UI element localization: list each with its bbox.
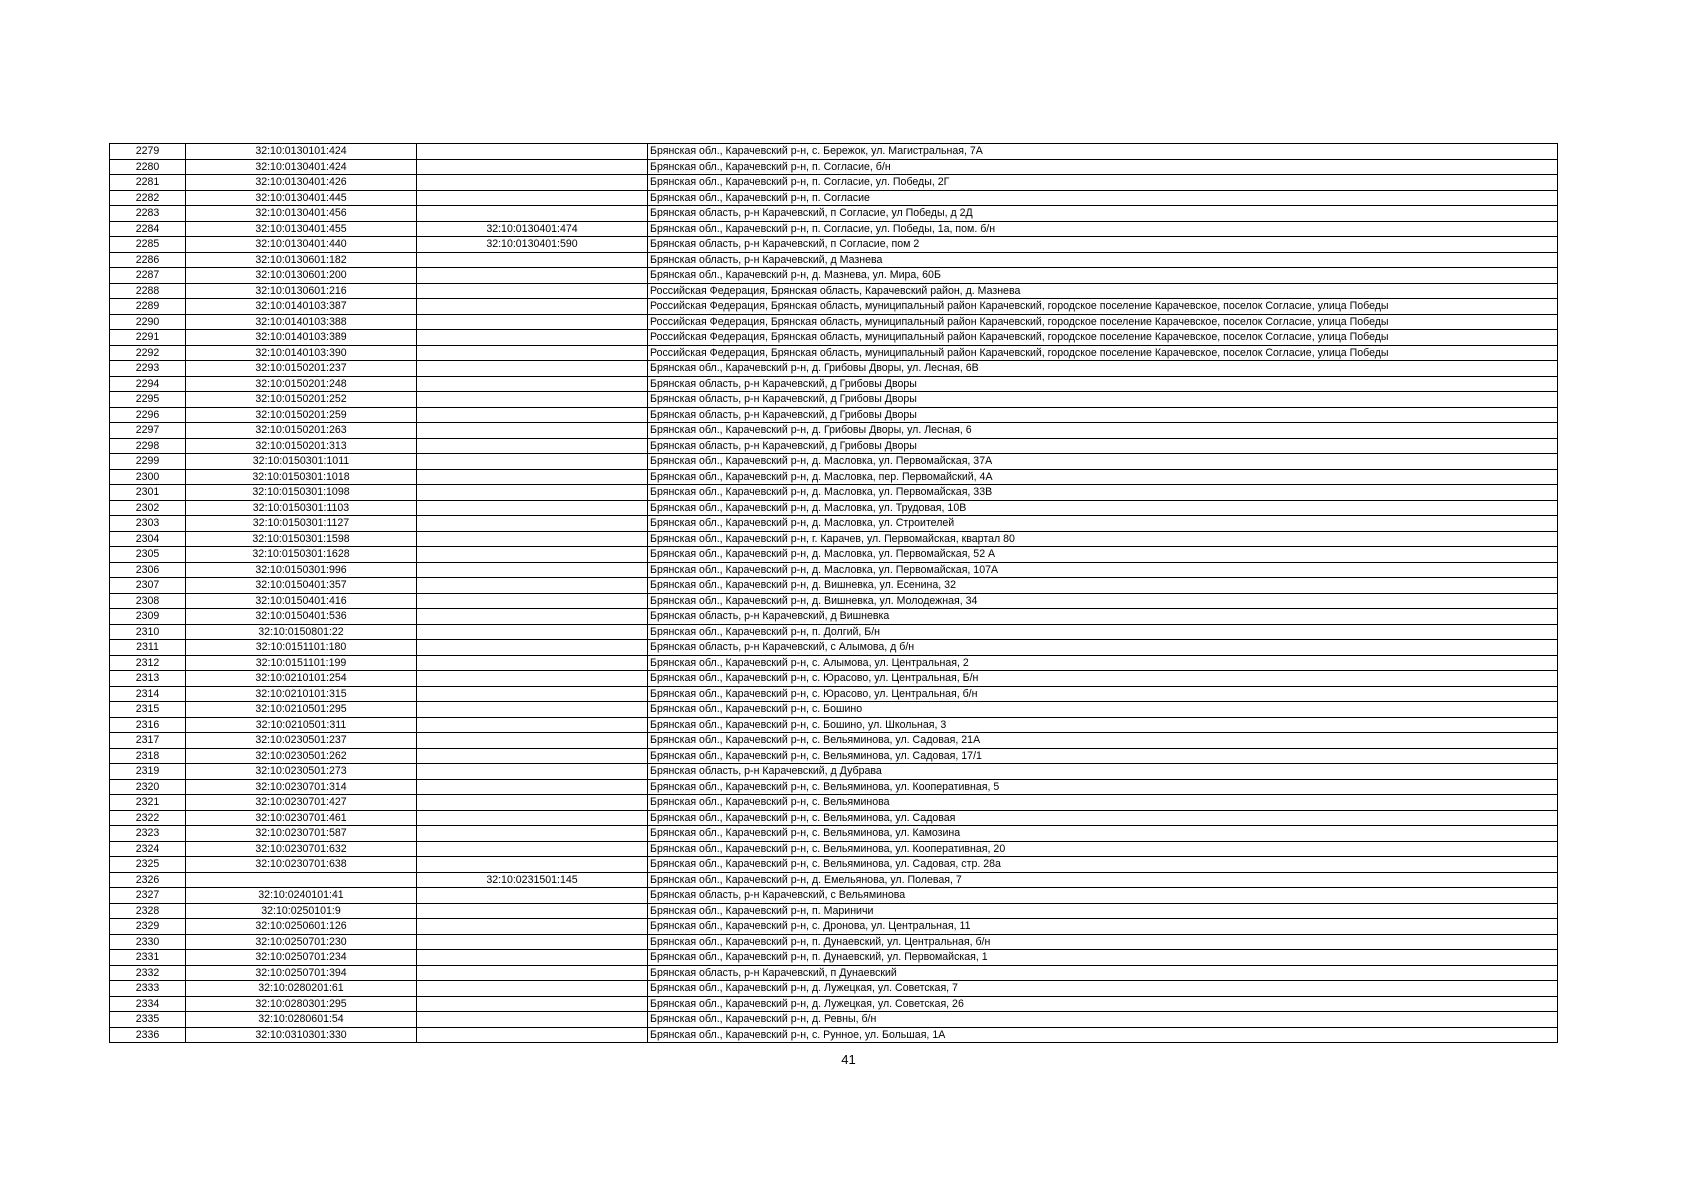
related-cadastral-number-cell (417, 469, 648, 485)
address-cell: Российская Федерация, Брянская область, Карачевский район, д. Мазнева (648, 283, 1558, 299)
related-cadastral-number-cell (417, 996, 648, 1012)
row-number-cell: 2321 (110, 795, 186, 811)
table-row (110, 1027, 1558, 1043)
table-row (110, 965, 1558, 981)
related-cadastral-number-cell (417, 252, 648, 268)
related-cadastral-number-cell (417, 314, 648, 330)
related-cadastral-number-cell (417, 330, 648, 346)
row-number-cell: 2301 (110, 485, 186, 501)
address-cell: Брянская обл., Карачевский р-н, с. Дронова, ул. Центральная, 11 (648, 919, 1558, 935)
cadastral-number-cell: 32:10:0250701:394 (186, 965, 417, 981)
table-row (110, 748, 1558, 764)
related-cadastral-number-cell (417, 593, 648, 609)
table-row (110, 500, 1558, 516)
related-cadastral-number-cell (417, 717, 648, 733)
cadastral-number-cell: 32:10:0230701:632 (186, 841, 417, 857)
related-cadastral-number-cell (417, 361, 648, 377)
cadastral-number-cell: 32:10:0230501:237 (186, 733, 417, 749)
related-cadastral-number-cell (417, 423, 648, 439)
address-cell: Брянская обл., Карачевский р-н, д. Грибовы Дворы, ул. Лесная, 6 (648, 423, 1558, 439)
table-row (110, 190, 1558, 206)
table-row (110, 237, 1558, 253)
related-cadastral-number-cell (417, 764, 648, 780)
cadastral-number-cell: 32:10:0150301:996 (186, 562, 417, 578)
table-row (110, 531, 1558, 547)
address-cell: Брянская обл., Карачевский р-н, д. Лужецкая, ул. Советская, 7 (648, 981, 1558, 997)
cadastral-number-cell: 32:10:0130101:424 (186, 144, 417, 160)
row-number-cell: 2328 (110, 903, 186, 919)
table-row (110, 454, 1558, 470)
row-number-cell: 2295 (110, 392, 186, 408)
related-cadastral-number-cell (417, 1027, 648, 1043)
table-row (110, 857, 1558, 873)
row-number-cell: 2309 (110, 609, 186, 625)
related-cadastral-number-cell (417, 888, 648, 904)
table-row (110, 671, 1558, 687)
cadastral-number-cell: 32:10:0130401:455 (186, 221, 417, 237)
related-cadastral-number-cell: 32:10:0130401:590 (417, 237, 648, 253)
register-table-body (110, 144, 1558, 1043)
row-number-cell: 2312 (110, 655, 186, 671)
address-cell: Брянская обл., Карачевский р-н, д. Вишневка, ул. Есенина, 32 (648, 578, 1558, 594)
cadastral-number-cell: 32:10:0130601:182 (186, 252, 417, 268)
row-number-cell: 2305 (110, 547, 186, 563)
address-cell: Брянская обл., Карачевский р-н, с. Вельяминова, ул. Садовая, 21А (648, 733, 1558, 749)
cadastral-number-cell: 32:10:0150301:1598 (186, 531, 417, 547)
related-cadastral-number-cell (417, 516, 648, 532)
related-cadastral-number-cell (417, 950, 648, 966)
cadastral-number-cell: 32:10:0130401:445 (186, 190, 417, 206)
row-number-cell: 2282 (110, 190, 186, 206)
cadastral-number-cell: 32:10:0280601:54 (186, 1012, 417, 1028)
table-row (110, 686, 1558, 702)
table-row (110, 469, 1558, 485)
related-cadastral-number-cell (417, 857, 648, 873)
row-number-cell: 2326 (110, 872, 186, 888)
address-cell: Брянская обл., Карачевский р-н, с. Юрасово, ул. Центральная, Б/н (648, 671, 1558, 687)
address-cell: Брянская обл., Карачевский р-н, п. Дунаевский, ул. Центральная, б/н (648, 934, 1558, 950)
related-cadastral-number-cell (417, 702, 648, 718)
cadastral-number-cell: 32:10:0250701:234 (186, 950, 417, 966)
table-row (110, 392, 1558, 408)
cadastral-number-cell: 32:10:0210101:254 (186, 671, 417, 687)
cadastral-number-cell: 32:10:0210101:315 (186, 686, 417, 702)
cadastral-number-cell: 32:10:0250701:230 (186, 934, 417, 950)
related-cadastral-number-cell (417, 779, 648, 795)
address-cell: Брянская обл., Карачевский р-н, д. Лужецкая, ул. Советская, 26 (648, 996, 1558, 1012)
related-cadastral-number-cell (417, 981, 648, 997)
related-cadastral-number-cell (417, 500, 648, 516)
cadastral-number-cell: 32:10:0230701:427 (186, 795, 417, 811)
cadastral-number-cell: 32:10:0150201:252 (186, 392, 417, 408)
row-number-cell: 2318 (110, 748, 186, 764)
row-number-cell: 2291 (110, 330, 186, 346)
table-row (110, 361, 1558, 377)
cadastral-number-cell: 32:10:0280301:295 (186, 996, 417, 1012)
row-number-cell: 2292 (110, 345, 186, 361)
table-row (110, 206, 1558, 222)
row-number-cell: 2296 (110, 407, 186, 423)
row-number-cell: 2298 (110, 438, 186, 454)
table-row (110, 593, 1558, 609)
cadastral-number-cell: 32:10:0230701:587 (186, 826, 417, 842)
related-cadastral-number-cell (417, 175, 648, 191)
related-cadastral-number-cell: 32:10:0130401:474 (417, 221, 648, 237)
row-number-cell: 2327 (110, 888, 186, 904)
address-cell: Брянская область, р-н Карачевский, с Алымова, д б/н (648, 640, 1558, 656)
cadastral-number-cell: 32:10:0280201:61 (186, 981, 417, 997)
related-cadastral-number-cell (417, 268, 648, 284)
related-cadastral-number-cell (417, 454, 648, 470)
row-number-cell: 2315 (110, 702, 186, 718)
cadastral-number-cell: 32:10:0130401:424 (186, 159, 417, 175)
cadastral-number-cell: 32:10:0140103:387 (186, 299, 417, 315)
related-cadastral-number-cell (417, 407, 648, 423)
row-number-cell: 2297 (110, 423, 186, 439)
related-cadastral-number-cell (417, 609, 648, 625)
table-row (110, 950, 1558, 966)
cadastral-number-cell (186, 872, 417, 888)
row-number-cell: 2288 (110, 283, 186, 299)
row-number-cell: 2281 (110, 175, 186, 191)
row-number-cell: 2290 (110, 314, 186, 330)
row-number-cell: 2331 (110, 950, 186, 966)
register-table (109, 143, 1558, 1043)
address-cell: Брянская область, р-н Карачевский, п Согласие, пом 2 (648, 237, 1558, 253)
cadastral-number-cell: 32:10:0250601:126 (186, 919, 417, 935)
row-number-cell: 2323 (110, 826, 186, 842)
row-number-cell: 2319 (110, 764, 186, 780)
row-number-cell: 2310 (110, 624, 186, 640)
address-cell: Брянская обл., Карачевский р-н, с. Бошино, ул. Школьная, 3 (648, 717, 1558, 733)
table-row (110, 872, 1558, 888)
related-cadastral-number-cell (417, 841, 648, 857)
row-number-cell: 2302 (110, 500, 186, 516)
address-cell: Брянская обл., Карачевский р-н, п. Мариничи (648, 903, 1558, 919)
table-row (110, 175, 1558, 191)
row-number-cell: 2322 (110, 810, 186, 826)
cadastral-number-cell: 32:10:0310301:330 (186, 1027, 417, 1043)
cadastral-number-cell: 32:10:0140103:388 (186, 314, 417, 330)
row-number-cell: 2330 (110, 934, 186, 950)
row-number-cell: 2317 (110, 733, 186, 749)
address-cell: Брянская обл., Карачевский р-н, с. Алымова, ул. Центральная, 2 (648, 655, 1558, 671)
cadastral-number-cell: 32:10:0150301:1127 (186, 516, 417, 532)
address-cell: Брянская обл., Карачевский р-н, д. Ревны, б/н (648, 1012, 1558, 1028)
address-cell: Брянская обл., Карачевский р-н, п. Дунаевский, ул. Первомайская, 1 (648, 950, 1558, 966)
related-cadastral-number-cell (417, 547, 648, 563)
cadastral-number-cell: 32:10:0140103:390 (186, 345, 417, 361)
address-cell: Брянская область, р-н Карачевский, д Дубрава (648, 764, 1558, 780)
related-cadastral-number-cell (417, 810, 648, 826)
table-row (110, 221, 1558, 237)
address-cell: Брянская область, р-н Карачевский, д Грибовы Дворы (648, 376, 1558, 392)
table-row (110, 330, 1558, 346)
row-number-cell: 2307 (110, 578, 186, 594)
related-cadastral-number-cell (417, 531, 648, 547)
row-number-cell: 2333 (110, 981, 186, 997)
related-cadastral-number-cell (417, 376, 648, 392)
cadastral-number-cell: 32:10:0150401:416 (186, 593, 417, 609)
related-cadastral-number-cell (417, 671, 648, 687)
address-cell: Брянская обл., Карачевский р-н, с. Вельяминова (648, 795, 1558, 811)
address-cell: Брянская область, р-н Карачевский, д Грибовы Дворы (648, 438, 1558, 454)
cadastral-number-cell: 32:10:0130401:426 (186, 175, 417, 191)
table-row (110, 764, 1558, 780)
row-number-cell: 2285 (110, 237, 186, 253)
table-row (110, 609, 1558, 625)
related-cadastral-number-cell (417, 903, 648, 919)
table-row (110, 516, 1558, 532)
table-row (110, 996, 1558, 1012)
related-cadastral-number-cell (417, 485, 648, 501)
table-row (110, 578, 1558, 594)
related-cadastral-number-cell: 32:10:0231501:145 (417, 872, 648, 888)
cadastral-number-cell: 32:10:0130401:456 (186, 206, 417, 222)
address-cell: Брянская обл., Карачевский р-н, с. Вельяминова, ул. Кооперативная, 20 (648, 841, 1558, 857)
row-number-cell: 2324 (110, 841, 186, 857)
cadastral-number-cell: 32:10:0230501:262 (186, 748, 417, 764)
address-cell: Брянская обл., Карачевский р-н, д. Масловка, ул. Строителей (648, 516, 1558, 532)
address-cell: Брянская обл., Карачевский р-н, п. Согласие, ул. Победы, 2Г (648, 175, 1558, 191)
table-row (110, 779, 1558, 795)
related-cadastral-number-cell (417, 748, 648, 764)
address-cell: Брянская обл., Карачевский р-н, с. Бошино (648, 702, 1558, 718)
address-cell: Брянская область, р-н Карачевский, д Грибовы Дворы (648, 392, 1558, 408)
address-cell: Брянская область, р-н Карачевский, д Грибовы Дворы (648, 407, 1558, 423)
table-row (110, 314, 1558, 330)
address-cell: Брянская обл., Карачевский р-н, п. Согласие (648, 190, 1558, 206)
row-number-cell: 2293 (110, 361, 186, 377)
cadastral-number-cell: 32:10:0150801:22 (186, 624, 417, 640)
cadastral-number-cell: 32:10:0150401:357 (186, 578, 417, 594)
address-cell: Брянская обл., Карачевский р-н, д. Грибовы Дворы, ул. Лесная, 6В (648, 361, 1558, 377)
table-row (110, 919, 1558, 935)
cadastral-number-cell: 32:10:0230701:314 (186, 779, 417, 795)
cadastral-number-cell: 32:10:0150301:1011 (186, 454, 417, 470)
address-cell: Брянская обл., Карачевский р-н, д. Масловка, ул. Первомайская, 33В (648, 485, 1558, 501)
related-cadastral-number-cell (417, 919, 648, 935)
row-number-cell: 2303 (110, 516, 186, 532)
related-cadastral-number-cell (417, 934, 648, 950)
table-row (110, 345, 1558, 361)
cadastral-number-cell: 32:10:0210501:295 (186, 702, 417, 718)
cadastral-number-cell: 32:10:0130601:200 (186, 268, 417, 284)
row-number-cell: 2286 (110, 252, 186, 268)
table-row (110, 655, 1558, 671)
address-cell: Брянская обл., Карачевский р-н, с. Бережок, ул. Магистральная, 7А (648, 144, 1558, 160)
address-cell: Брянская обл., Карачевский р-н, с. Юрасово, ул. Центральная, б/н (648, 686, 1558, 702)
related-cadastral-number-cell (417, 655, 648, 671)
address-cell: Брянская обл., Карачевский р-н, д. Масловка, ул. Первомайская, 107А (648, 562, 1558, 578)
related-cadastral-number-cell (417, 686, 648, 702)
address-cell: Российская Федерация, Брянская область, муниципальный район Карачевский, городское поселение Карачевское, поселок Согласие, улица Победы (648, 314, 1558, 330)
table-row (110, 407, 1558, 423)
related-cadastral-number-cell (417, 562, 648, 578)
address-cell: Брянская обл., Карачевский р-н, д. Масловка, ул. Трудовая, 10В (648, 500, 1558, 516)
address-cell: Брянская обл., Карачевский р-н, с. Вельяминова, ул. Садовая, 17/1 (648, 748, 1558, 764)
table-row (110, 888, 1558, 904)
cadastral-number-cell: 32:10:0150401:536 (186, 609, 417, 625)
table-row (110, 826, 1558, 842)
table-row (110, 252, 1558, 268)
address-cell: Брянская обл., Карачевский р-н, с. Вельяминова, ул. Садовая (648, 810, 1558, 826)
row-number-cell: 2313 (110, 671, 186, 687)
cadastral-number-cell: 32:10:0150201:248 (186, 376, 417, 392)
table-row (110, 717, 1558, 733)
address-cell: Брянская обл., Карачевский р-н, д. Мазнева, ул. Мира, 60Б (648, 268, 1558, 284)
address-cell: Российская Федерация, Брянская область, муниципальный район Карачевский, городское поселение Карачевское, поселок Согласие, улица Победы (648, 330, 1558, 346)
row-number-cell: 2289 (110, 299, 186, 315)
row-number-cell: 2284 (110, 221, 186, 237)
row-number-cell: 2335 (110, 1012, 186, 1028)
address-cell: Брянская обл., Карачевский р-н, с. Рунное, ул. Большая, 1А (648, 1027, 1558, 1043)
cadastral-number-cell: 32:10:0140103:389 (186, 330, 417, 346)
related-cadastral-number-cell (417, 159, 648, 175)
table-row (110, 547, 1558, 563)
row-number-cell: 2320 (110, 779, 186, 795)
cadastral-number-cell: 32:10:0150301:1098 (186, 485, 417, 501)
address-cell: Брянская обл., Карачевский р-н, п. Долгий, Б/н (648, 624, 1558, 640)
table-row (110, 1012, 1558, 1028)
related-cadastral-number-cell (417, 826, 648, 842)
table-row (110, 299, 1558, 315)
table-row (110, 159, 1558, 175)
address-cell: Брянская область, р-н Карачевский, п Согласие, ул Победы, д 2Д (648, 206, 1558, 222)
address-cell: Брянская область, р-н Карачевский, с Вельяминова (648, 888, 1558, 904)
row-number-cell: 2325 (110, 857, 186, 873)
table-row (110, 903, 1558, 919)
related-cadastral-number-cell (417, 190, 648, 206)
related-cadastral-number-cell (417, 206, 648, 222)
address-cell: Брянская обл., Карачевский р-н, д. Масловка, ул. Первомайская, 37А (648, 454, 1558, 470)
related-cadastral-number-cell (417, 965, 648, 981)
related-cadastral-number-cell (417, 299, 648, 315)
table-row (110, 144, 1558, 160)
table-row (110, 702, 1558, 718)
table-row (110, 423, 1558, 439)
cadastral-number-cell: 32:10:0230701:638 (186, 857, 417, 873)
address-cell: Брянская обл., Карачевский р-н, с. Вельяминова, ул. Садовая, стр. 28а (648, 857, 1558, 873)
cadastral-number-cell: 32:10:0150201:259 (186, 407, 417, 423)
cadastral-number-cell: 32:10:0250101:9 (186, 903, 417, 919)
row-number-cell: 2294 (110, 376, 186, 392)
related-cadastral-number-cell (417, 640, 648, 656)
cadastral-number-cell: 32:10:0151101:180 (186, 640, 417, 656)
address-cell: Российская Федерация, Брянская область, муниципальный район Карачевский, городское поселение Карачевское, поселок Согласие, улица Победы (648, 299, 1558, 315)
table-row (110, 640, 1558, 656)
table-row (110, 934, 1558, 950)
cadastral-number-cell: 32:10:0210501:311 (186, 717, 417, 733)
table-row (110, 268, 1558, 284)
row-number-cell: 2308 (110, 593, 186, 609)
related-cadastral-number-cell (417, 392, 648, 408)
row-number-cell: 2314 (110, 686, 186, 702)
related-cadastral-number-cell (417, 624, 648, 640)
cadastral-number-cell: 32:10:0130601:216 (186, 283, 417, 299)
row-number-cell: 2332 (110, 965, 186, 981)
address-cell: Брянская обл., Карачевский р-н, с. Вельяминова, ул. Кооперативная, 5 (648, 779, 1558, 795)
cadastral-number-cell: 32:10:0150201:237 (186, 361, 417, 377)
row-number-cell: 2287 (110, 268, 186, 284)
cadastral-number-cell: 32:10:0230501:273 (186, 764, 417, 780)
table-row (110, 810, 1558, 826)
table-row (110, 624, 1558, 640)
table-row (110, 283, 1558, 299)
cadastral-number-cell: 32:10:0130401:440 (186, 237, 417, 253)
cadastral-number-cell: 32:10:0230701:461 (186, 810, 417, 826)
related-cadastral-number-cell (417, 1012, 648, 1028)
table-row (110, 438, 1558, 454)
address-cell: Брянская область, р-н Карачевский, п Дунаевский (648, 965, 1558, 981)
address-cell: Брянская обл., Карачевский р-н, с. Вельяминова, ул. Камозина (648, 826, 1558, 842)
address-cell: Российская Федерация, Брянская область, муниципальный район Карачевский, городское поселение Карачевское, поселок Согласие, улица Победы (648, 345, 1558, 361)
row-number-cell: 2306 (110, 562, 186, 578)
row-number-cell: 2334 (110, 996, 186, 1012)
cadastral-number-cell: 32:10:0240101:41 (186, 888, 417, 904)
cadastral-number-cell: 32:10:0150301:1018 (186, 469, 417, 485)
address-cell: Брянская обл., Карачевский р-н, п. Согласие, б/н (648, 159, 1558, 175)
row-number-cell: 2304 (110, 531, 186, 547)
table-row (110, 376, 1558, 392)
table-row (110, 733, 1558, 749)
table-row (110, 485, 1558, 501)
cadastral-number-cell: 32:10:0150301:1628 (186, 547, 417, 563)
row-number-cell: 2283 (110, 206, 186, 222)
row-number-cell: 2280 (110, 159, 186, 175)
cadastral-number-cell: 32:10:0150201:313 (186, 438, 417, 454)
related-cadastral-number-cell (417, 733, 648, 749)
table-row (110, 981, 1558, 997)
cadastral-number-cell: 32:10:0151101:199 (186, 655, 417, 671)
address-cell: Брянская обл., Карачевский р-н, д. Масловка, ул. Первомайская, 52 А (648, 547, 1558, 563)
page-number: 41 (841, 1052, 856, 1067)
address-cell: Брянская область, р-н Карачевский, д Мазнева (648, 252, 1558, 268)
address-cell: Брянская обл., Карачевский р-н, д. Вишневка, ул. Молодежная, 34 (648, 593, 1558, 609)
address-cell: Брянская обл., Карачевский р-н, п. Согласие, ул. Победы, 1а, пом. б/н (648, 221, 1558, 237)
related-cadastral-number-cell (417, 345, 648, 361)
row-number-cell: 2279 (110, 144, 186, 160)
related-cadastral-number-cell (417, 795, 648, 811)
row-number-cell: 2329 (110, 919, 186, 935)
row-number-cell: 2316 (110, 717, 186, 733)
related-cadastral-number-cell (417, 578, 648, 594)
row-number-cell: 2336 (110, 1027, 186, 1043)
address-cell: Брянская обл., Карачевский р-н, д. Емельянова, ул. Полевая, 7 (648, 872, 1558, 888)
address-cell: Брянская область, р-н Карачевский, д Вишневка (648, 609, 1558, 625)
address-cell: Брянская обл., Карачевский р-н, д. Масловка, пер. Первомайский, 4А (648, 469, 1558, 485)
address-cell: Брянская обл., Карачевский р-н, г. Карачев, ул. Первомайская, квартал 80 (648, 531, 1558, 547)
row-number-cell: 2299 (110, 454, 186, 470)
cadastral-number-cell: 32:10:0150201:263 (186, 423, 417, 439)
related-cadastral-number-cell (417, 144, 648, 160)
cadastral-number-cell: 32:10:0150301:1103 (186, 500, 417, 516)
related-cadastral-number-cell (417, 283, 648, 299)
row-number-cell: 2311 (110, 640, 186, 656)
row-number-cell: 2300 (110, 469, 186, 485)
table-row (110, 795, 1558, 811)
table-row (110, 841, 1558, 857)
related-cadastral-number-cell (417, 438, 648, 454)
table-row (110, 562, 1558, 578)
